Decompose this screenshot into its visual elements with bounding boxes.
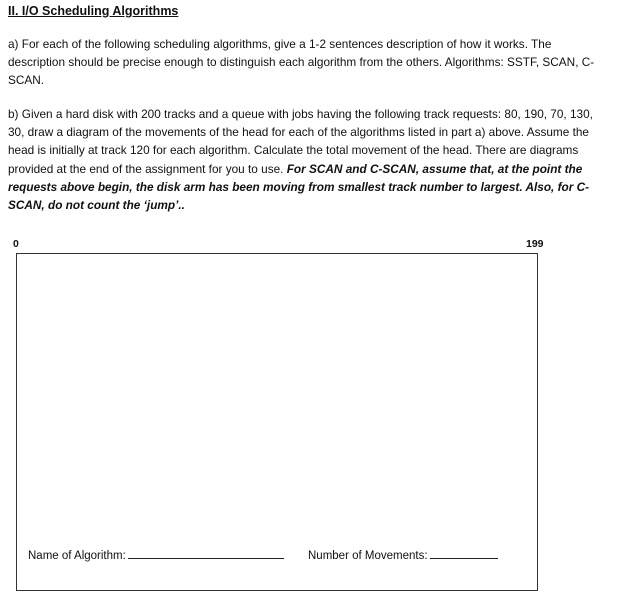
part-b-text: b) Given a hard disk with 200 tracks and a queue with jobs having the following track requests: 80, 190, 70, 130, 30, draw a diagram of the movements of the head for each of the algorithms listed in part a) above. Assume the head is initially at track 120 for each algorithm. Calculate the total movement of the head. There are diagrams provided at the end of the assignment for you to use. — [8, 107, 593, 176]
movement-count-row — [308, 547, 498, 562]
movement-count-blank[interactable] — [430, 547, 498, 559]
track-end-label: 199 — [526, 238, 544, 250]
movement-count-label: Number of Movements: — [308, 550, 428, 562]
algorithm-name-row — [28, 547, 284, 562]
part-b-paragraph — [8, 105, 608, 214]
algorithm-name-blank[interactable] — [128, 547, 284, 559]
head-movement-diagram-box[interactable] — [16, 253, 538, 591]
part-a-paragraph: a) For each of the following scheduling algorithms, give a 1-2 sentences description of how it works. The description should be precise enough to distinguish each algorithm from the others. Algorithms: SSTF, SCAN, C-SCAN. — [8, 37, 595, 88]
algorithm-name-label: Name of Algorithm: — [28, 550, 126, 562]
part-b-emphasis: For SCAN and C-SCAN, assume that, at the point the requests above begin, the disk arm has been moving from smallest track number to largest. Also, for C-SCAN, do not count the ‘jump’.. — [8, 161, 590, 213]
section-heading: II. I/O Scheduling Algorithms — [8, 4, 179, 18]
track-start-label: 0 — [13, 238, 19, 250]
